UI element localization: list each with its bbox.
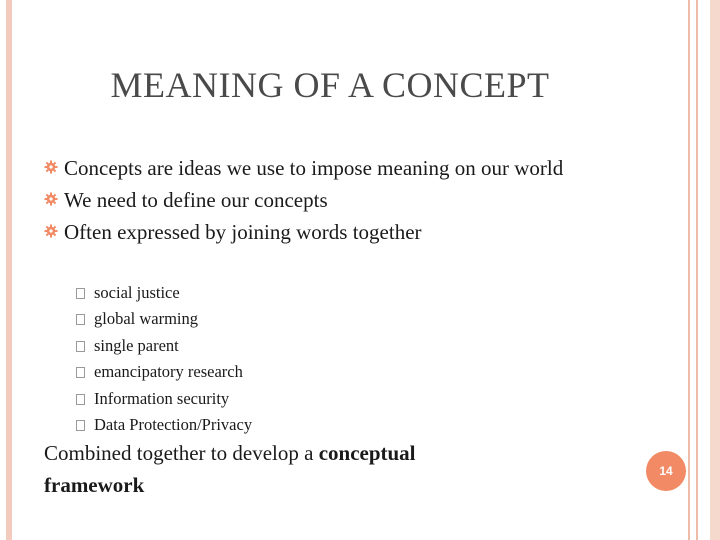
sub-bullet-text: Information security <box>94 388 230 408</box>
checkbox-icon <box>76 420 85 431</box>
checkbox-icon <box>76 288 85 299</box>
closing-statement <box>44 437 514 501</box>
bullet-item <box>44 188 604 212</box>
bullet-list <box>44 156 604 252</box>
right-border-line-outer <box>696 0 698 540</box>
checkbox-icon <box>76 394 85 405</box>
sub-bullet-text: Data Protection/Privacy <box>94 415 253 435</box>
gear-bullet-icon <box>44 224 58 238</box>
right-border-line-inner <box>688 0 690 540</box>
sub-bullet-text: single parent <box>94 335 179 355</box>
sub-bullet-text: social justice <box>94 283 180 302</box>
sub-bullet-text: emancipatory research <box>94 362 243 382</box>
sub-bullet-item <box>76 280 252 306</box>
closing-lead-text: Combined together to develop a <box>44 441 319 465</box>
gear-bullet-icon <box>44 160 58 174</box>
sub-bullet-item <box>76 359 252 385</box>
bullet-item <box>44 156 604 180</box>
sub-bullet-item <box>76 386 252 412</box>
sub-bullet-item <box>76 306 252 332</box>
slide-title: MEANING OF A CONCEPT <box>110 65 550 105</box>
sub-bullet-item <box>76 412 252 438</box>
gear-bullet-icon <box>44 192 58 206</box>
checkbox-icon <box>76 367 85 378</box>
right-border-decoration <box>710 0 720 540</box>
bullet-text: We need to define our concepts <box>64 188 328 212</box>
checkbox-icon <box>76 341 85 352</box>
sub-bullet-list <box>76 280 252 438</box>
bullet-text: Concepts are ideas we use to impose meaning on our world <box>64 156 564 180</box>
bullet-item <box>44 220 604 244</box>
closing-emphasis-conceptual: conceptual <box>318 441 416 465</box>
checkbox-icon <box>76 314 85 325</box>
sub-bullet-item <box>76 333 252 359</box>
sub-bullet-text: global warming <box>94 309 199 329</box>
bullet-text: Often expressed by joining words together <box>64 220 422 244</box>
closing-emphasis-framework: framework <box>44 473 145 497</box>
page-number-badge: 14 <box>646 451 686 491</box>
